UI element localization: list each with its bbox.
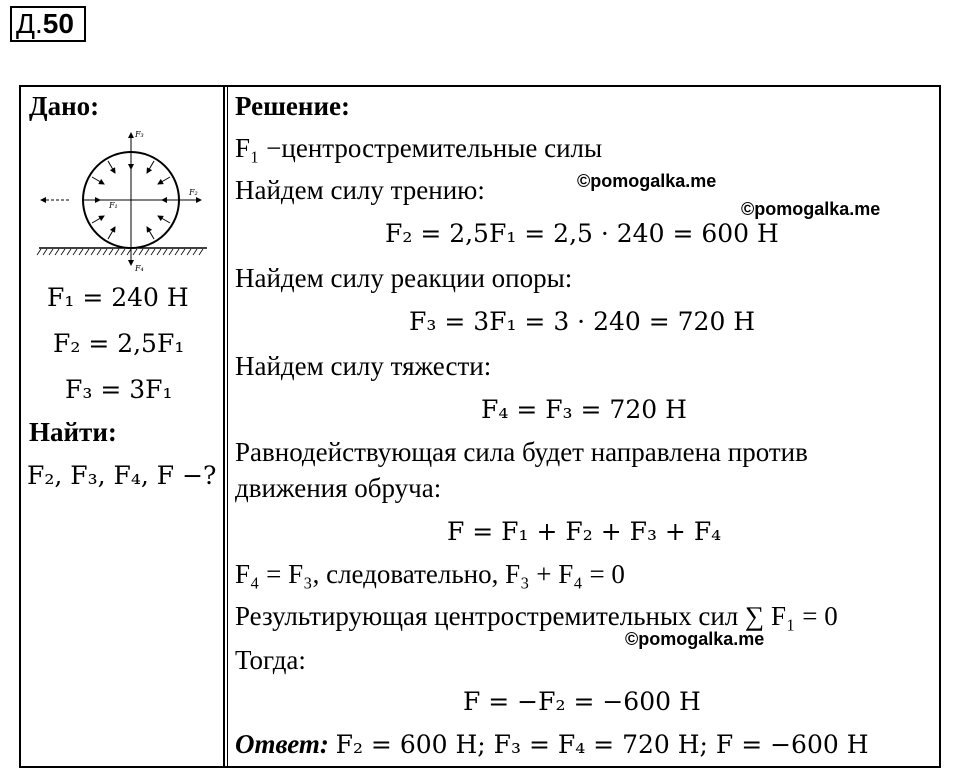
label-f4: F₄	[135, 264, 144, 273]
ground-hatching	[37, 249, 203, 255]
solution-table	[19, 85, 941, 768]
label-f1: F₁	[109, 201, 118, 210]
watermark-3: ©pomogalka.me	[625, 629, 765, 649]
answer-value: F₂ = 600 Н; F₃ = F₄ = 720 Н; F = −600 Н	[335, 730, 869, 759]
column-divider-inner	[227, 87, 228, 766]
given-title: Дано:	[29, 91, 100, 121]
solution-line-1: F₁ −центростремительные силы	[235, 133, 603, 163]
answer-line	[235, 729, 869, 760]
answer-label: Ответ:	[235, 729, 329, 759]
task-label-number: 50	[42, 8, 74, 39]
solution-line-8: Равнодействующая сила будет направлена против	[235, 437, 808, 467]
find-title: Найти:	[29, 417, 117, 447]
solution-line-13: Тогда:	[235, 645, 306, 675]
solution-line-10: F = F₁ + F₂ + F₃ + F₄	[447, 517, 722, 546]
column-divider	[223, 87, 225, 766]
given-f1: F₁ = 240 Н	[47, 283, 189, 312]
solution-column	[235, 87, 933, 766]
task-label	[10, 6, 86, 42]
solution-line-12: Результирующая центростремительных сил ∑ F₁ = 0	[235, 601, 838, 631]
watermark-2: ©pomogalka.me	[741, 199, 881, 219]
solution-title: Решение:	[235, 91, 350, 121]
hoop-diagram	[31, 125, 213, 275]
watermark-1: ©pomogalka.me	[577, 171, 717, 191]
solution-line-2: Найдем силу трению:	[235, 175, 485, 205]
label-f3: F₃	[135, 130, 144, 139]
solution-line-5: F₃ = 3F₁ = 3 · 240 = 720 Н	[409, 307, 756, 336]
given-f2: F₂ = 2,5F₁	[53, 329, 185, 358]
solution-line-4: Найдем силу реакции опоры:	[235, 263, 573, 293]
solution-line-9: движения обруча:	[235, 473, 442, 503]
solution-line-3: F₂ = 2,5F₁ = 2,5 · 240 = 600 Н	[385, 219, 779, 248]
given-f3: F₃ = 3F₁	[65, 375, 173, 404]
task-label-prefix: Д.	[16, 8, 43, 39]
given-column	[21, 87, 223, 766]
solution-line-11: F₄ = F₃, следовательно, F₃ + F₄ = 0	[235, 559, 625, 589]
solution-line-6: Найдем силу тяжести:	[235, 351, 492, 381]
solution-line-7: F₄ = F₃ = 720 Н	[481, 395, 687, 424]
find-list: F₂, F₃, F₄, F −?	[27, 461, 217, 490]
solution-line-14: F = −F₂ = −600 Н	[463, 687, 701, 716]
label-f2: F₂	[189, 188, 198, 197]
